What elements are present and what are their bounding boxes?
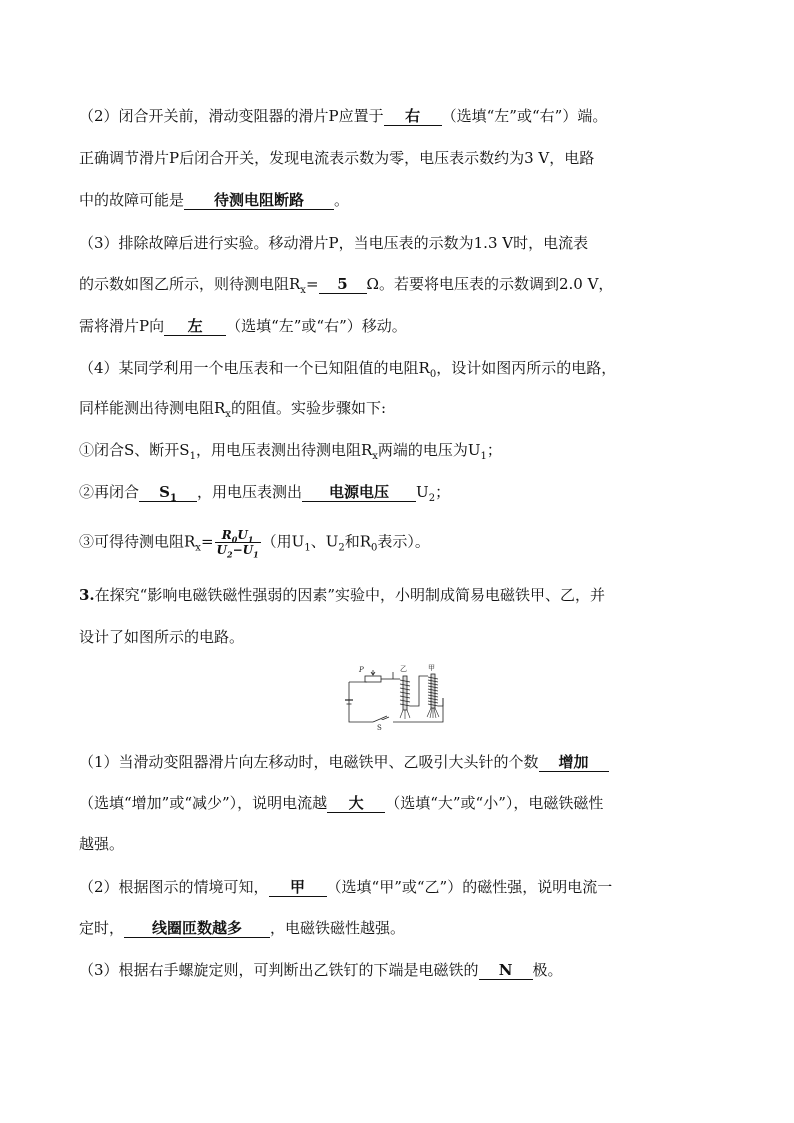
text: 在探究“影响电磁铁磁性强弱的因素”实验中，小明制成简易电磁铁甲、乙，并 bbox=[94, 586, 606, 604]
nail-jia-icon bbox=[431, 674, 435, 708]
q2-part4-step2 bbox=[79, 482, 729, 502]
wire bbox=[438, 698, 443, 706]
text: ； bbox=[486, 441, 502, 459]
answer-blank: N bbox=[479, 961, 533, 980]
text: 表示）。 bbox=[377, 532, 430, 551]
text: 需将滑片P向 bbox=[79, 317, 165, 335]
answer-blank: 电源电压 bbox=[302, 483, 416, 502]
subscript: 0 bbox=[231, 534, 238, 545]
q2-part4-step3 bbox=[79, 528, 729, 560]
text: Ω。若要将电压表的示数调到2.0 V， bbox=[366, 275, 614, 293]
rheostat-icon bbox=[365, 676, 381, 682]
text: （用U bbox=[261, 532, 305, 551]
q2-part4-line1 bbox=[79, 358, 729, 378]
fraction-formula bbox=[215, 528, 261, 560]
subscript: x bbox=[195, 542, 201, 554]
subscript: 2 bbox=[226, 549, 233, 560]
answer-blank: 左 bbox=[164, 317, 226, 336]
fraction-denominator bbox=[215, 543, 261, 560]
text: （选填“增加”或“减少”），说明电流越 bbox=[79, 794, 328, 812]
text: ，用电压表测出 bbox=[197, 483, 303, 501]
q2-part2-line2: 正确调节滑片P后闭合开关，发现电流表示数为零，电压表示数约为3 V，电路 bbox=[79, 149, 595, 167]
circuit-diagram bbox=[337, 660, 457, 732]
text: = bbox=[305, 275, 319, 293]
text: ，用电压表测出待测电阻R bbox=[195, 441, 373, 459]
q2-part4-line2 bbox=[79, 398, 729, 418]
answer-blank: 右 bbox=[384, 107, 442, 126]
text: （1）当滑动变阻器滑片向左移动时，电磁铁甲、乙吸引大头针的个数 bbox=[79, 753, 539, 771]
q2-part2-line3 bbox=[79, 190, 729, 210]
text: ，电磁铁磁性越强。 bbox=[270, 919, 406, 937]
q2-part3-line1: （3）排除故障后进行实验。移动滑片P，当电压表的示数为1.3 V时，电流表 bbox=[79, 234, 589, 252]
answer-blank: 大 bbox=[327, 794, 385, 813]
subscript: 2 bbox=[338, 542, 345, 554]
q2-part4-step1 bbox=[79, 440, 729, 460]
text: （2）根据图示的情境可知， bbox=[79, 878, 269, 896]
text: ③可得待测电阻R bbox=[79, 532, 196, 551]
subscript: x bbox=[372, 451, 378, 462]
text: （选填“甲”或“乙”）的磁性强，说明电流一 bbox=[326, 878, 613, 896]
pins-yi-icon bbox=[400, 710, 410, 719]
text: （选填“左”或“右”）移动。 bbox=[226, 317, 407, 335]
fraction-numerator bbox=[215, 528, 261, 543]
subscript: 0 bbox=[371, 542, 378, 554]
q3-part1-line3: 越强。 bbox=[79, 835, 125, 853]
label-s: S bbox=[377, 724, 382, 732]
text: 。 bbox=[334, 191, 350, 209]
answer-text: S bbox=[159, 483, 170, 501]
text: = bbox=[200, 532, 214, 551]
subscript: 1 bbox=[480, 451, 487, 462]
q3-part2-line1 bbox=[79, 877, 729, 897]
subscript: 1 bbox=[247, 534, 254, 545]
subscript: 1 bbox=[189, 451, 196, 462]
q3-stem-line1 bbox=[79, 585, 729, 605]
subscript: x bbox=[225, 409, 231, 420]
text: （2）闭合开关前，滑动变阻器的滑片P应置于 bbox=[79, 107, 384, 125]
text: 和R bbox=[344, 532, 372, 551]
subscript: 1 bbox=[169, 493, 177, 504]
answer-blank: 5 bbox=[319, 275, 367, 294]
text: 、U bbox=[310, 532, 339, 551]
label-jia: 甲 bbox=[428, 664, 435, 672]
q3-stem-line2: 设计了如图所示的电路。 bbox=[79, 628, 245, 646]
text: ②再闭合 bbox=[79, 483, 140, 501]
answer-blank: 线圈匝数越多 bbox=[124, 919, 270, 938]
text: U bbox=[416, 483, 429, 501]
q3-part3-line1 bbox=[79, 960, 729, 980]
text: ； bbox=[435, 483, 451, 501]
text: ，设计如图丙所示的电路， bbox=[436, 359, 617, 377]
subscript: 1 bbox=[304, 542, 311, 554]
answer-blank: 增加 bbox=[539, 753, 609, 772]
text: 同样能测出待测电阻R bbox=[79, 399, 226, 417]
q2-part3-line3 bbox=[79, 316, 729, 336]
text: （选填“左”或“右”）端。 bbox=[441, 107, 608, 125]
text: 定时， bbox=[79, 919, 125, 937]
label-p: P bbox=[359, 666, 364, 674]
text: U bbox=[237, 528, 248, 542]
answer-blank bbox=[139, 483, 197, 502]
q3-part1-line2 bbox=[79, 793, 729, 813]
answer-blank: 甲 bbox=[269, 878, 327, 897]
wire bbox=[410, 676, 428, 706]
text: （4）某同学利用一个电压表和一个已知阻值的电阻R bbox=[79, 359, 430, 377]
label-yi: 乙 bbox=[400, 665, 407, 673]
question-number: 3. bbox=[79, 586, 95, 604]
wire bbox=[349, 682, 443, 722]
text: −U bbox=[232, 543, 254, 557]
text: （选填“大”或“小”），电磁铁磁性 bbox=[385, 794, 604, 812]
subscript: 0 bbox=[429, 369, 437, 380]
text: U bbox=[216, 543, 227, 557]
q2-part2-line1 bbox=[79, 106, 729, 126]
text: 两端的电压为U bbox=[377, 441, 481, 459]
text: （3）根据右手螺旋定则，可判断出乙铁钉的下端是电磁铁的 bbox=[79, 961, 479, 979]
text: R bbox=[221, 528, 232, 542]
q3-part2-line2 bbox=[79, 918, 729, 938]
text: 极。 bbox=[532, 961, 563, 979]
text: ①闭合S、断开S bbox=[79, 441, 190, 459]
q3-part1-line1 bbox=[79, 752, 729, 772]
text: 的示数如图乙所示，则待测电阻R bbox=[79, 275, 301, 293]
pins-jia-icon bbox=[427, 708, 439, 718]
subscript: 2 bbox=[428, 493, 436, 504]
answer-blank: 待测电阻断路 bbox=[184, 191, 334, 210]
q2-part3-line2 bbox=[79, 274, 729, 294]
text: 的阻值。实验步骤如下: bbox=[230, 399, 386, 417]
text: 中的故障可能是 bbox=[79, 191, 185, 209]
subscript: x bbox=[300, 285, 306, 296]
subscript: 1 bbox=[253, 549, 259, 560]
